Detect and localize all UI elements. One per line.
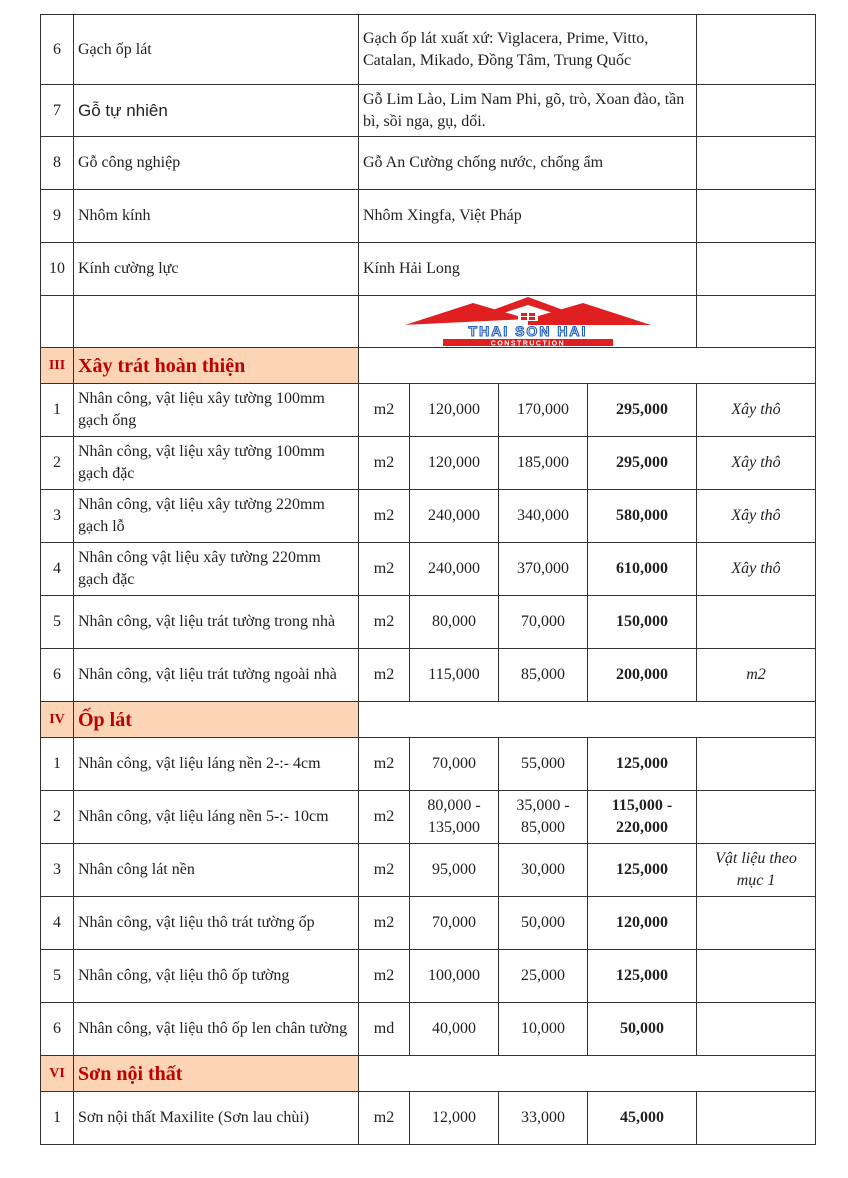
logo-sub-text: CONSTRUCTION [490,340,565,347]
material-cost: 170,000 [499,384,588,437]
item-note [697,190,816,243]
material-row [41,85,816,137]
row-number: 5 [41,950,74,1003]
material-cost: 35,000 - 85,000 [499,791,588,844]
price-row [41,543,816,596]
item-note [697,1003,816,1056]
total-cost: 50,000 [588,1003,697,1056]
item-name: Nhân công, vật liệu thô ốp len chân tường [74,1003,359,1056]
labor-cost: 120,000 [410,384,499,437]
total-cost: 200,000 [588,649,697,702]
material-cost: 85,000 [499,649,588,702]
labor-cost: 100,000 [410,950,499,1003]
section-title: Xây trát hoàn thiện [74,348,359,384]
section-number: IV [41,702,74,738]
item-unit: m2 [359,738,410,791]
row-number: 6 [41,15,74,85]
item-name [74,296,359,348]
total-cost: 45,000 [588,1092,697,1145]
labor-cost: 70,000 [410,738,499,791]
total-cost: 150,000 [588,596,697,649]
row-number: 4 [41,543,74,596]
labor-cost: 80,000 [410,596,499,649]
material-cost: 55,000 [499,738,588,791]
item-name: Nhân công vật liệu xây tường 220mm gạch đặc [74,543,359,596]
total-cost: 125,000 [588,844,697,897]
material-cost: 370,000 [499,543,588,596]
item-description: Nhôm Xingfa, Việt Pháp [359,190,697,243]
material-row [41,243,816,296]
item-note [697,791,816,844]
item-note [697,85,816,137]
item-name: Nhân công, vật liệu xây tường 220mm gạch lỗ [74,490,359,543]
material-row [41,137,816,190]
item-name: Sơn nội thất Maxilite (Sơn lau chùi) [74,1092,359,1145]
material-cost: 33,000 [499,1092,588,1145]
labor-cost: 80,000 - 135,000 [410,791,499,844]
item-name: Nhân công, vật liệu trát tường trong nhà [74,596,359,649]
row-number: 1 [41,384,74,437]
row-number: 8 [41,137,74,190]
row-number: 3 [41,844,74,897]
price-table [40,14,816,1145]
item-unit: md [359,1003,410,1056]
item-name: Nhân công, vật liệu trát tường ngoài nhà [74,649,359,702]
item-unit: m2 [359,791,410,844]
labor-cost: 70,000 [410,897,499,950]
item-note [697,15,816,85]
labor-cost: 115,000 [410,649,499,702]
price-row [41,844,816,897]
price-table-body [41,15,816,1145]
section-blank [359,348,816,384]
row-number: 3 [41,490,74,543]
item-unit: m2 [359,1092,410,1145]
total-cost: 125,000 [588,738,697,791]
item-name: Nhân công, vật liệu láng nền 2-:- 4cm [74,738,359,791]
material-cost: 25,000 [499,950,588,1003]
row-number: 7 [41,85,74,137]
section-blank [359,1056,816,1092]
section-number: VI [41,1056,74,1092]
section-header [41,1056,816,1092]
item-name: Nhân công lát nền [74,844,359,897]
total-cost: 120,000 [588,897,697,950]
logo-cell [359,296,697,348]
price-row [41,1003,816,1056]
price-row [41,649,816,702]
material-cost: 50,000 [499,897,588,950]
item-name: Nhân công, vật liệu xây tường 100mm gạch đặc [74,437,359,490]
price-row [41,596,816,649]
labor-cost: 120,000 [410,437,499,490]
item-description: Gạch ốp lát xuất xứ: Viglacera, Prime, Vitto, Catalan, Mikado, Đồng Tâm, Trung Quốc [359,15,697,85]
material-cost: 10,000 [499,1003,588,1056]
price-row [41,1092,816,1145]
item-name: Gạch ốp lát [74,15,359,85]
item-unit: m2 [359,897,410,950]
item-unit: m2 [359,437,410,490]
item-name: Nhân công, vật liệu thô trát tường ốp [74,897,359,950]
item-description: Kính Hải Long [359,243,697,296]
row-number [41,296,74,348]
labor-cost: 12,000 [410,1092,499,1145]
total-cost: 295,000 [588,384,697,437]
price-row [41,950,816,1003]
item-description: Gỗ Lim Lào, Lim Nam Phi, gõ, trò, Xoan đào, tần bì, sồi nga, gụ, dổi. [359,85,697,137]
labor-cost: 40,000 [410,1003,499,1056]
item-note [697,243,816,296]
section-title: Ốp lát [74,702,359,738]
item-unit: m2 [359,844,410,897]
item-name: Gỗ công nghiệp [74,137,359,190]
row-number: 2 [41,791,74,844]
item-name: Nhân công, vật liệu láng nền 5-:- 10cm [74,791,359,844]
section-header [41,348,816,384]
item-note: Xây thô [697,490,816,543]
material-cost: 340,000 [499,490,588,543]
labor-cost: 240,000 [410,543,499,596]
price-row [41,490,816,543]
row-number: 4 [41,897,74,950]
row-number: 10 [41,243,74,296]
item-note [697,596,816,649]
row-number: 6 [41,649,74,702]
section-number: III [41,348,74,384]
item-note [697,738,816,791]
company-logo [403,297,653,347]
item-name: Nhôm kính [74,190,359,243]
material-cost: 185,000 [499,437,588,490]
labor-cost: 240,000 [410,490,499,543]
price-row [41,791,816,844]
item-unit: m2 [359,384,410,437]
item-unit: m2 [359,950,410,1003]
total-cost: 115,000 - 220,000 [588,791,697,844]
section-blank [359,702,816,738]
item-note: Vật liệu theo mục 1 [697,844,816,897]
total-cost: 580,000 [588,490,697,543]
item-note [697,296,816,348]
item-name: Gỗ tự nhiên [74,85,359,137]
item-note [697,950,816,1003]
material-cost: 70,000 [499,596,588,649]
item-unit: m2 [359,596,410,649]
material-row [41,15,816,85]
item-unit: m2 [359,543,410,596]
total-cost: 295,000 [588,437,697,490]
item-name: Nhân công, vật liệu xây tường 100mm gạch ống [74,384,359,437]
item-unit: m2 [359,490,410,543]
row-number: 1 [41,1092,74,1145]
row-number: 6 [41,1003,74,1056]
item-name: Nhân công, vật liệu thô ốp tường [74,950,359,1003]
labor-cost: 95,000 [410,844,499,897]
total-cost: 610,000 [588,543,697,596]
row-number: 1 [41,738,74,791]
item-description: Gỗ An Cường chống nước, chống ẩm [359,137,697,190]
price-row [41,738,816,791]
material-row [41,190,816,243]
item-name: Kính cường lực [74,243,359,296]
logo-brand-text: THAI SON HAI [468,322,587,339]
section-header [41,702,816,738]
row-number: 2 [41,437,74,490]
row-number: 5 [41,596,74,649]
item-note [697,897,816,950]
section-title: Sơn nội thất [74,1056,359,1092]
price-row [41,384,816,437]
item-note [697,1092,816,1145]
total-cost: 125,000 [588,950,697,1003]
price-row [41,897,816,950]
item-note: Xây thô [697,384,816,437]
price-row [41,437,816,490]
item-note: m2 [697,649,816,702]
item-note: Xây thô [697,543,816,596]
row-number: 9 [41,190,74,243]
item-note: Xây thô [697,437,816,490]
item-note [697,137,816,190]
item-unit: m2 [359,649,410,702]
logo-row [41,296,816,348]
material-cost: 30,000 [499,844,588,897]
